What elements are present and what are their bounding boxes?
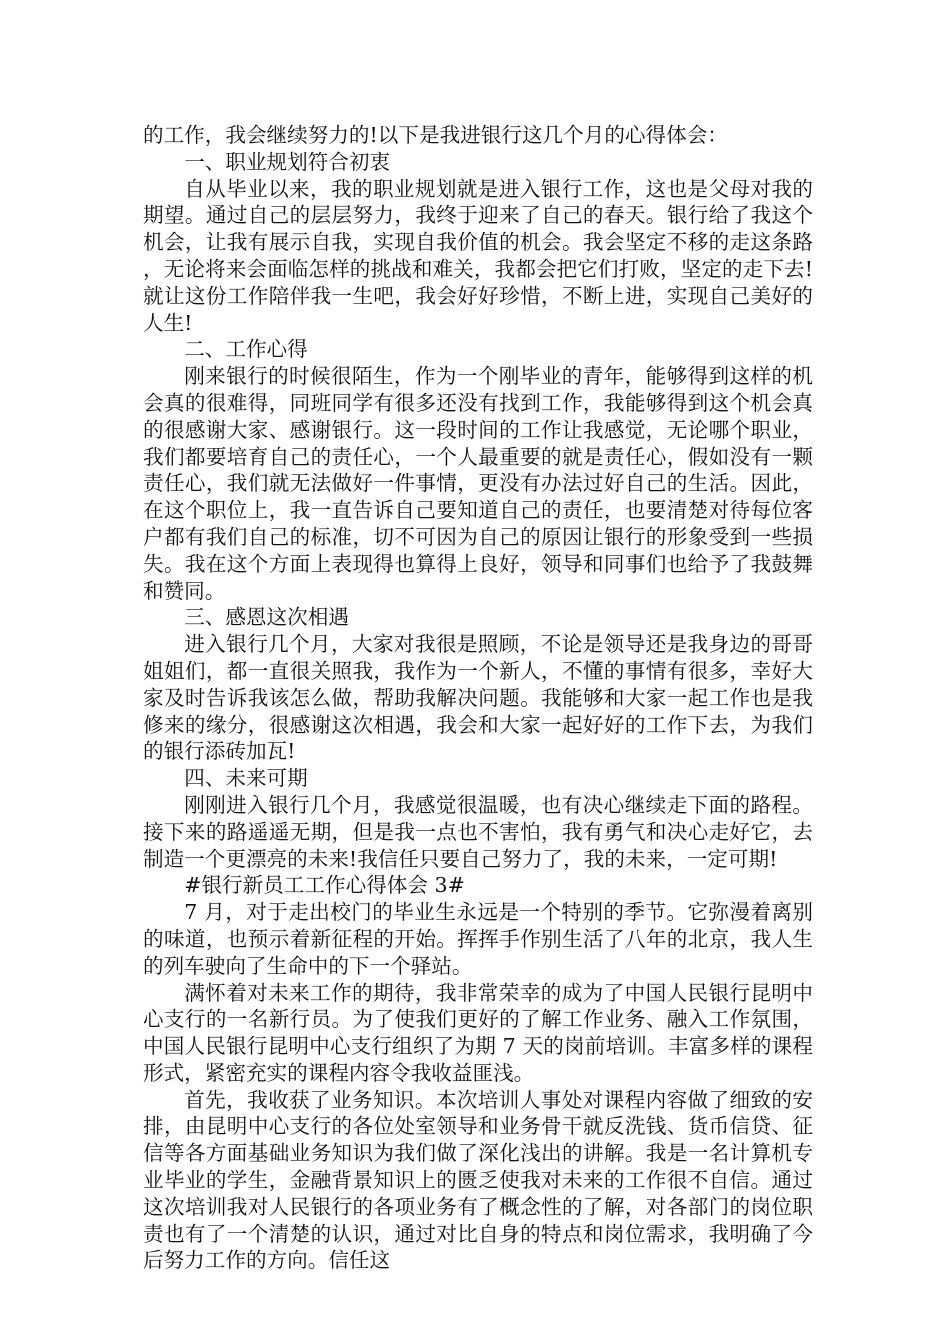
section-heading-work-insights: 二、工作心得	[184, 337, 308, 362]
section-heading-gratitude: 三、感恩这次相遇	[184, 605, 349, 630]
paragraph-gratitude: 进入银行几个月，大家对我很是照顾，不论是领导还是我身边的哥哥姐姐们，都一直很关照我，我作为一个新人，不懂的事情有很多，幸好大家及时告诉我该怎么做，帮助我解决问题。我能够和大家一起工作也是我修来的缘分，很感谢这次相遇，我会和大家一起好好的工作下去，为我们的银行添砖加瓦!	[143, 632, 813, 764]
paragraph-intro: 的工作，我会继续努力的!以下是我进银行这几个月的心得体会：	[143, 123, 728, 147]
article-heading-3: #银行新员工工作心得体会 3#	[184, 873, 465, 898]
paragraph-new-employee: 满怀着对未来工作的期待，我非常荣幸的成为了中国人民银行昆明中心支行的一名新行员。为了使我们更好的了解工作业务、融入工作氛围，中国人民银行昆明中心支行组织了为期 7 天的岗前培训。丰富多样的课程形式，紧密充实的课程内容令我收益匪浅。	[143, 980, 813, 1085]
paragraph-future: 刚刚进入银行几个月，我感觉很温暖，也有决心继续走下面的路程。接下来的路遥遥无期，但是我一点也不害怕，我有勇气和决心走好它，去制造一个更漂亮的未来!我信任只要自己努力了，我的未来，一定可期!	[143, 792, 813, 871]
paragraph-business-knowledge: 首先，我收获了业务知识。本次培训人事处对课程内容做了细致的安排，由昆明中心支行的各位处室领导和业务骨干就反洗钱、货币信贷、征信等各方面基础业务知识为我们做了深化浅出的讲解。我是一名计算机专业毕业的学生，金融背景知识上的匮乏使我对未来的工作很不自信。通过这次培训我对人民银行的各项业务有了概念性的了解，对各部门的岗位职责也有了一个清楚的认识，通过对比自身的特点和岗位需求，我明确了今后努力工作的方向。信任这	[143, 1087, 813, 1273]
paragraph-work-insights: 刚来银行的时候很陌生，作为一个刚毕业的青年，能够得到这样的机会真的很难得，同班同学有很多还没有找到工作，我能够得到这个机会真的很感谢大家、感谢银行。这一段时间的工作让我感觉，无论哪个职业，我们都要培育自己的责任心，一个人最重要的就是责任心，假如没有一颗责任心，我们就无法做好一件事情，更没有办法过好自己的生活。因此，在这个职位上，我一直告诉自己要知道自己的责任，也要清楚对待每位客户都有我们自己的标准，切不可因为自己的原因让银行的形象受到一些损失。我在这个方面上表现得也算得上良好，领导和同事们也给予了我鼓舞和赞同。	[143, 364, 813, 603]
paragraph-career-planning: 自从毕业以来，我的职业规划就是进入银行工作，这也是父母对我的期望。通过自己的层层努力，我终于迎来了自己的春天。银行给了我这个机会，让我有展示自我，实现自我价值的机会。我会坚定不移的走这条路，无论将来会面临怎样的挑战和难关，我都会把它们打败，坚定的走下去!就让这份工作陪伴我一生吧，我会好好珍惜，不断上进，实现自己美好的人生!	[143, 176, 813, 335]
section-heading-future: 四、未来可期	[184, 766, 308, 791]
section-heading-career-planning: 一、职业规划符合初衷	[184, 149, 391, 174]
paragraph-july: 7 月，对于走出校门的毕业生永远是一个特别的季节。它弥漫着离别的味道，也预示着新征程的开始。挥挥手作别生活了八年的北京，我人生的列车驶向了生命中的下一个驿站。	[143, 900, 813, 978]
document-body	[143, 122, 813, 1274]
